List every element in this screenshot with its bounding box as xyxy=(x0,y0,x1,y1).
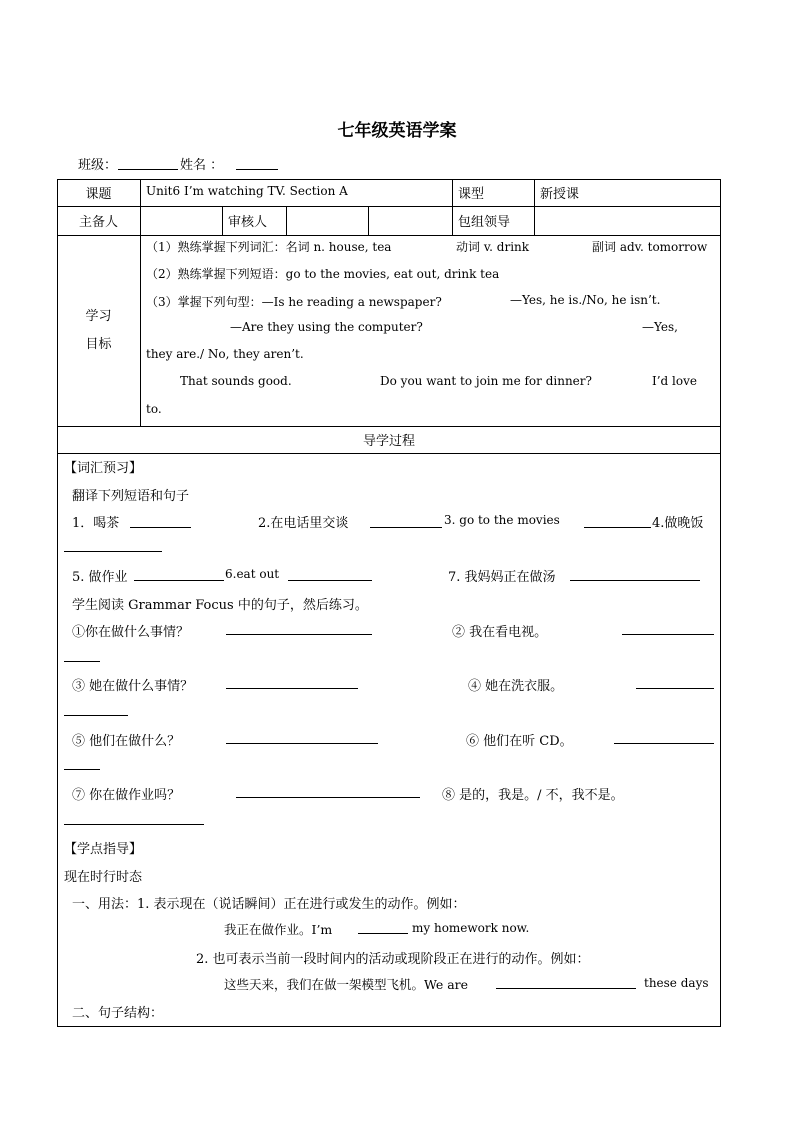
vocab-item-4: 4.做晚饭 xyxy=(652,516,704,531)
goal-vocab: （1）熟练掌握下列词汇：名词 n. house, tea xyxy=(146,240,392,254)
vocab-item-7: 7. 我妈妈正在做汤 xyxy=(448,570,556,585)
sentence-1: ①你在做什么事情？ xyxy=(72,625,190,640)
answer-blank xyxy=(370,527,442,528)
example-1-start: 我正在做作业。I’m xyxy=(224,922,333,937)
reviewer-label: 审核人 xyxy=(228,215,268,230)
answer-blank xyxy=(64,715,128,716)
answer-blank xyxy=(584,527,651,528)
answer-blank xyxy=(236,797,420,798)
tense-title: 现在时行时态 xyxy=(64,870,143,885)
answer-blank xyxy=(636,688,714,689)
sentence-5: ⑤ 他们在做什么？ xyxy=(72,734,181,749)
answer-blank xyxy=(130,527,191,528)
name-label: 姓名 ： xyxy=(180,158,224,173)
answer-blank xyxy=(226,688,358,689)
vocab-heading: 【词汇预习】 xyxy=(64,461,143,476)
goal-verb: 动词 v. drink xyxy=(456,240,530,254)
goal-adverb: 副词 adv. tomorrow xyxy=(592,240,708,254)
answer-blank xyxy=(358,933,408,934)
goal-sentence-3: That sounds good. xyxy=(180,374,292,388)
answer-blank xyxy=(64,551,162,552)
sentence-7: ⑦ 你在做作业吗？ xyxy=(72,788,181,803)
example-2-end: these days xyxy=(644,976,709,990)
usage-2: 2. 也可表示当前一段时间内的活动或现阶段正在进行的动作。例如： xyxy=(196,952,590,967)
answer-blank xyxy=(496,988,636,989)
example-2-start: 这些天来，我们在做一架模型飞机。We are xyxy=(224,977,469,992)
name-blank xyxy=(236,169,278,170)
answer-blank xyxy=(134,580,224,581)
vocab-item-5: 5. 做作业 xyxy=(72,570,128,585)
answer-blank xyxy=(64,661,100,662)
answer-blank xyxy=(64,824,204,825)
goal-phrases: （2）熟练掌握下列短语：go to the movies, eat out, drink tea xyxy=(146,267,500,281)
vocab-item-2: 2.在电话里交谈 xyxy=(258,516,349,531)
page-title: 七年级英语学案 xyxy=(337,121,457,141)
vocab-item-3: 3. go to the movies xyxy=(444,513,560,527)
sentence-2: ② 我在看电视。 xyxy=(452,625,548,640)
example-1-end: my homework now. xyxy=(412,921,530,935)
answer-blank xyxy=(64,769,100,770)
vocab-instruction: 翻译下列短语和句子 xyxy=(72,489,190,504)
goal-sentence-q2: —Are they using the computer? xyxy=(230,320,423,334)
goal-sentence-5: I’d love xyxy=(652,374,697,388)
goals-label-2: 目标 xyxy=(85,337,112,352)
type-value: 新授课 xyxy=(540,187,580,202)
answer-blank xyxy=(226,634,372,635)
class-blank xyxy=(118,169,178,170)
topic-value: Unit6 I’m watching TV. Section A xyxy=(146,184,348,198)
points-heading: 【学点指导】 xyxy=(64,842,143,857)
process-title: 导学过程 xyxy=(362,434,415,449)
vocab-item-6: 6.eat out xyxy=(225,567,280,581)
goal-sentence-q1: （3）掌握下列句型：—Is he reading a newspaper? xyxy=(146,295,442,309)
type-label: 课型 xyxy=(458,187,485,202)
answer-blank xyxy=(614,743,714,744)
sentence-8: ⑧ 是的，我是。/ 不，我不是。 xyxy=(442,788,624,803)
structure-heading: 二、句子结构： xyxy=(72,1006,164,1021)
group-leader-label: 包组领导 xyxy=(458,215,511,230)
goal-sentence-4: Do you want to join me for dinner? xyxy=(380,374,592,388)
goal-sentence-5-cont: to. xyxy=(146,402,162,416)
usage-1: 一、用法：1. 表示现在（说话瞬间）正在进行或发生的动作。例如： xyxy=(72,897,466,912)
goal-sentence-a2: —Yes, xyxy=(642,320,678,334)
answer-blank xyxy=(570,580,700,581)
sentence-4: ④ 她在洗衣服。 xyxy=(468,679,564,694)
grammar-focus-instruction: 学生阅读 Grammar Focus 中的句子，然后练习。 xyxy=(72,598,368,613)
goal-sentence-a1: —Yes, he is./No, he isn’t. xyxy=(510,293,661,307)
sentence-6: ⑥ 他们在听 CD。 xyxy=(466,734,573,749)
answer-blank xyxy=(622,634,714,635)
class-label: 班级： xyxy=(78,158,118,173)
preparer-label: 主备人 xyxy=(78,215,118,230)
sentence-3: ③ 她在做什么事情？ xyxy=(72,679,194,694)
goals-label-1: 学习 xyxy=(85,309,112,324)
topic-label: 课题 xyxy=(85,187,112,202)
answer-blank xyxy=(226,743,378,744)
vocab-item-1: 1．喝茶 xyxy=(72,516,120,531)
goal-sentence-a2-cont: they are./ No, they aren’t. xyxy=(146,347,304,361)
answer-blank xyxy=(288,580,372,581)
